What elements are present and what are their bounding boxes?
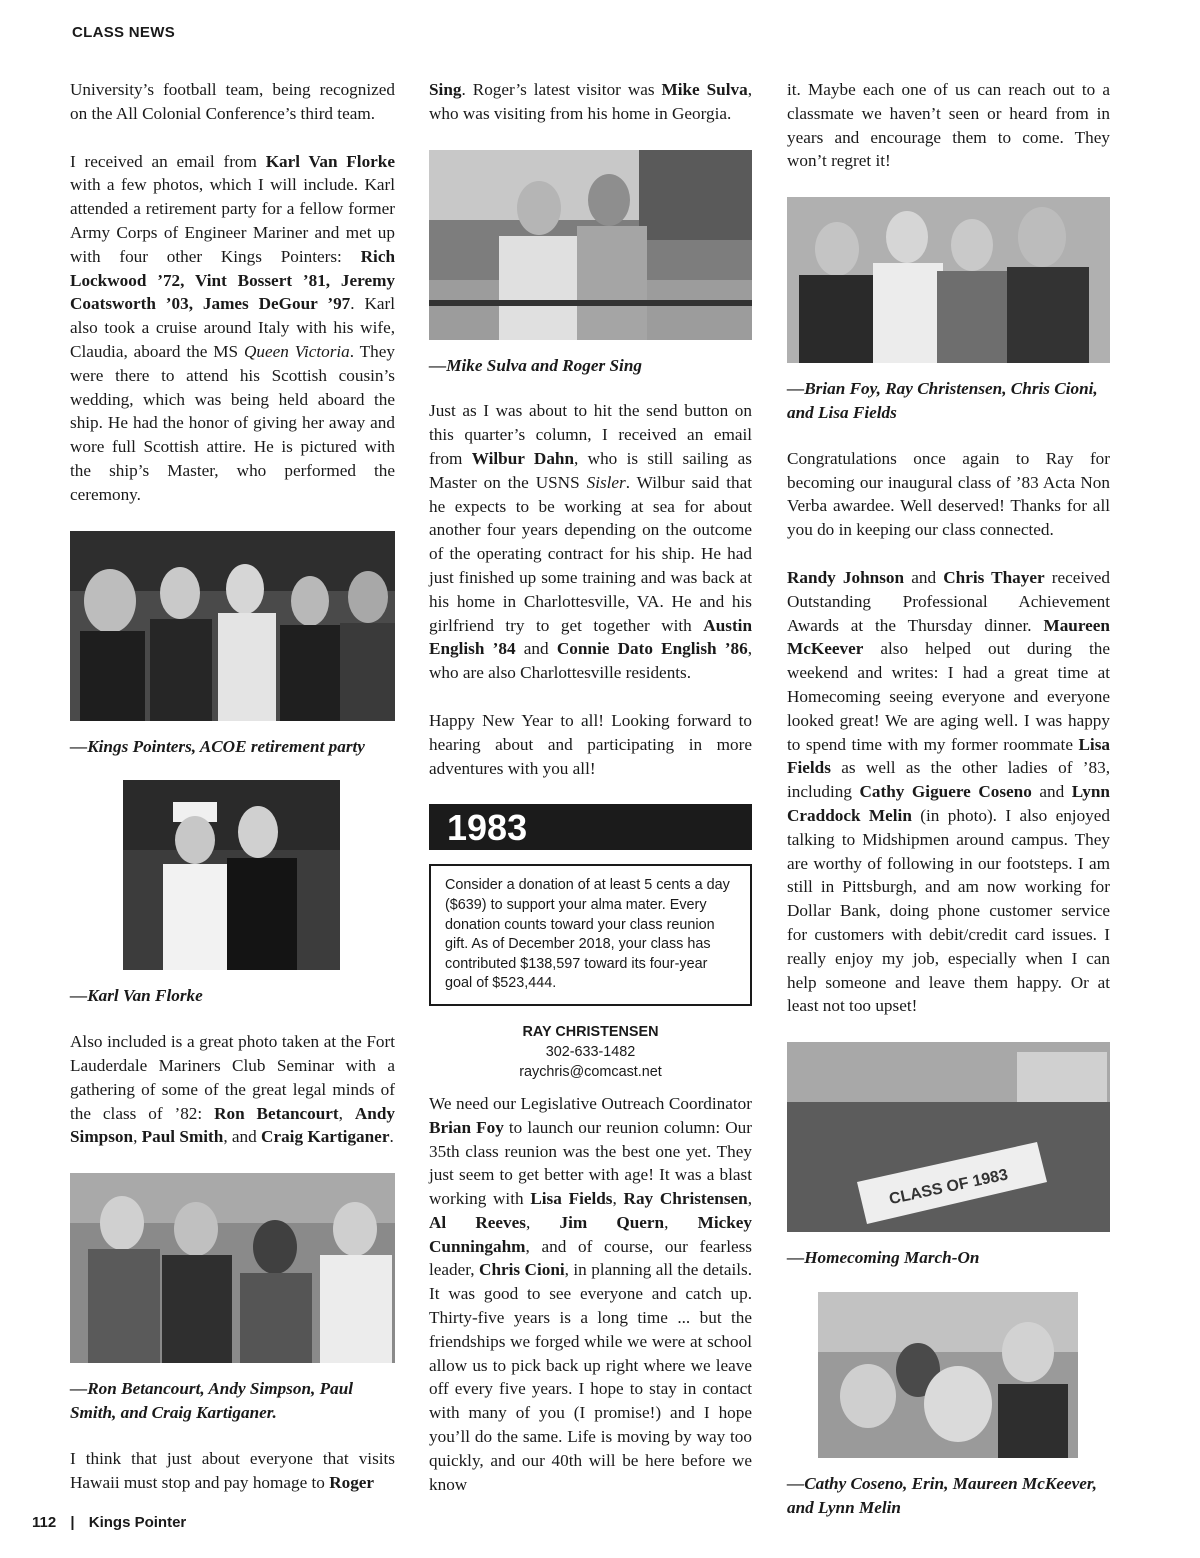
paragraph: Congratulations once again to Ray for becoming our inaugural class of ’83 Acta Non Verba awardee. Well deserved! Thanks for all you do in keeping our class connected.: [787, 448, 1110, 540]
column-2: [429, 78, 752, 1520]
class-banner-text: CLASS OF 1983: [887, 1166, 1010, 1209]
publication-name: Kings Pointer: [88, 1514, 187, 1531]
paragraph: I received an email from Karl Van Florke with a few photos, which I will include. Karl attended a retirement party for a fellow former Army Corps of Engineer Mariner and met up with four other Kings Pointers: Rich Lockwood ’72, Vint Bossert ’81, Jeremy Coatsworth ’03, James DeGour ’97. Karl also took a cruise around Italy with his wife, Claudia, aboard the MS Queen Victoria. They were there to attend his Scottish cousin’s wedding, which was being held aboard the ship. He had the honor of giving her away and wore full Scottish attire. He is pictured with the ship’s Master, who performed the ceremony.: [70, 151, 395, 504]
photo-ladies-of-83: [818, 1292, 1078, 1458]
class-year-heading: 1983: [429, 804, 752, 850]
photo-caption: —Ron Betancourt, Andy Simpson, Paul Smith, and Craig Kartiganer.: [70, 1379, 354, 1422]
photo-caption: —Cathy Coseno, Erin, Maureen McKeever, and Lynn Melin: [787, 1473, 1097, 1517]
contact-name: RAY CHRISTENSEN: [522, 1023, 659, 1040]
photo-reunion-group: [787, 197, 1110, 363]
paragraph: Sing. Roger’s latest visitor was Mike Sulva, who was visiting from his home in Georgia.: [429, 80, 752, 123]
photo-caption: —Homecoming March-On: [787, 1248, 980, 1268]
photo-karl-van-florke: [123, 780, 340, 970]
paragraph: Randy Johnson and Chris Thayer received Outstanding Professional Achievement Awards at the Thursday dinner. Maureen McKeever also helped out during the weekend and writes: I had a great time at Homecoming seeing everyone and everyone looked great! We are aging well. I was happy to spend time with my former roommate Lisa Fields as well as the other ladies of ’83, including Cathy Giguere Coseno and Lynn Craddock Melin (in photo). I also enjoyed talking to Midshipmen around campus. They are worthy of following in our footsteps. I am still in Pittsburgh, and am now working for Dollar Bank, doing phone customer service for customers with debit/credit card issues. I really enjoy my job, especially when I can help someone and leave them happy. Or at least not too upset!: [787, 567, 1110, 1016]
paragraph: We need our Legislative Outreach Coordinator Brian Foy to launch our reunion column: Our 35th class reunion was the best one yet. They just seem to get better with age! It was a blast working with Lisa Fields, Ray Christensen, Al Reeves, Jim Quern, Mickey Cunningahm, and of course, our fearless leader, Chris Cioni, in planning all the details. It was good to see everyone and catch up. Thirty-five years is a long time ... but the friendships we forged while we were at school allow us to pick back up right where we leave off every five years. I hope to stay in contact with many of you (I promise!) and I hope you’ll do the same. Life is moving by way too quickly, and our 40th will be here before we know: [429, 1093, 753, 1494]
paragraph: Happy New Year to all! Looking forward to hearing about and participating in more adventures with you all!: [429, 710, 752, 778]
donation-box: Consider a donation of at least 5 cents a day ($639) to support your alma mater. Every donation counts toward your class reunion gift. As of December 2018, your class has contributed $138,597 toward its four-year goal of $523,444.: [429, 864, 752, 1006]
paragraph: Also included is a great photo taken at the Fort Lauderdale Mariners Club Seminar with a gathering of some of the great legal minds of the class of ’82: Ron Betancourt, Andy Simpson, Paul Smith, and Craig Kartiganer.: [70, 1032, 396, 1147]
page-number: 112: [32, 1514, 57, 1531]
photo-caption: —Brian Foy, Ray Christensen, Chris Cioni, and Lisa Fields: [787, 379, 1098, 422]
column-1: [70, 78, 395, 1518]
contact-email[interactable]: raychris@comcast.net: [519, 1063, 662, 1080]
photo-retirement-party: [70, 531, 395, 721]
photo-homecoming-march-on: [787, 1042, 1110, 1232]
class-contact: [429, 1022, 752, 1082]
photo-caption: —Karl Van Florke: [70, 986, 203, 1006]
column-3: [787, 78, 1110, 1542]
paragraph: University’s football team, being recognized on the All Colonial Conference’s third team.: [70, 80, 395, 123]
footer-separator: |: [70, 1514, 75, 1531]
paragraph: I think that just about everyone that visits Hawaii must stop and pay homage to Roger: [70, 1448, 395, 1492]
photo-class-of-82: [70, 1173, 395, 1363]
section-header: CLASS NEWS: [72, 24, 176, 41]
page-footer: [32, 1514, 186, 1531]
photo-caption: —Kings Pointers, ACOE retirement party: [70, 736, 365, 756]
paragraph: it. Maybe each one of us can reach out to a classmate we haven’t seen or heard from in years and encourage them to come. They won’t regret it!: [787, 80, 1110, 171]
photo-caption: —Mike Sulva and Roger Sing: [429, 355, 642, 375]
contact-phone: 302-633-1482: [545, 1043, 636, 1060]
photo-mike-and-roger: [429, 150, 752, 340]
paragraph: Just as I was about to hit the send button on this quarter’s column, I received an email from Wilbur Dahn, who is still sailing as Master on the USNS Sisler. Wilbur said that he expects to be working at sea for about another four years depending on the outcome of the operating contract for his ship. He had just finished up some training and was back at his home in Charlottesville, VA. He and his girlfriend try to get together with Austin English ’84 and Connie Dato English ’86, who are also Charlottesville residents.: [429, 401, 752, 683]
